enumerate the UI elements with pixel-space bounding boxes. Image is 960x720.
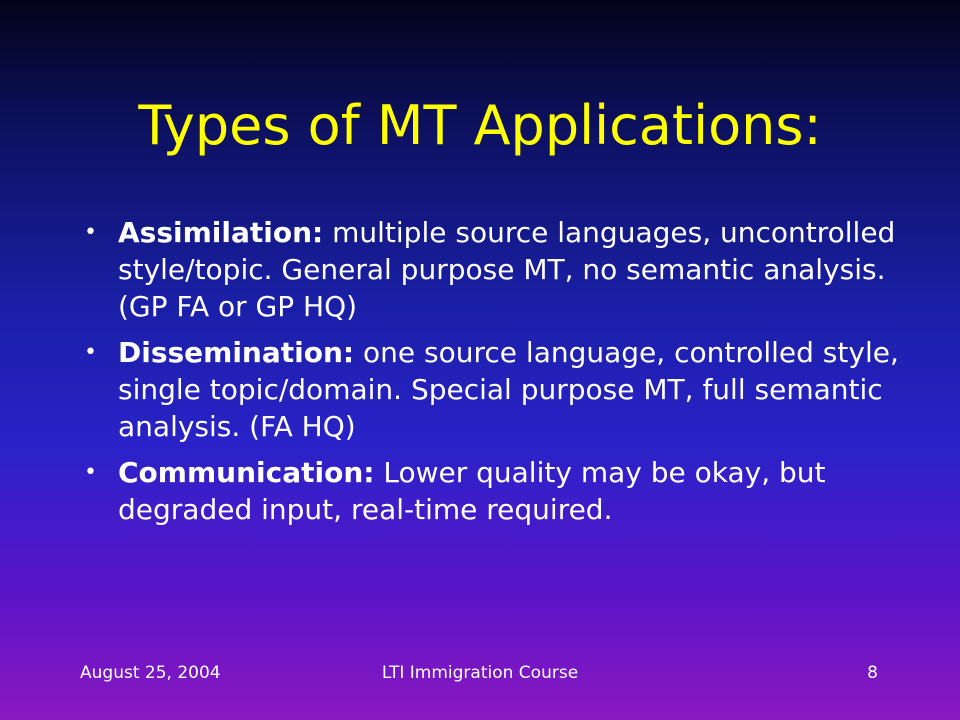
bullet-icon: • xyxy=(84,220,97,245)
bullet-icon: • xyxy=(84,340,97,365)
bullet-item-assimilation xyxy=(84,214,904,325)
footer-page-number: 8 xyxy=(867,663,878,683)
bullet-text: multiple source languages, uncontrolled style/topic. General purpose MT, no semantic analysis. (GP FA or GP HQ) xyxy=(118,216,896,323)
bullet-item-communication xyxy=(84,454,904,528)
bullet-term: Assimilation: xyxy=(118,216,324,249)
bullet-term: Communication: xyxy=(118,456,375,489)
slide-title: Types of MT Applications: xyxy=(138,94,822,157)
bullet-text: one source language, controlled style, single topic/domain. Special purpose MT, full semantic analysis. (FA HQ) xyxy=(118,336,899,443)
bullet-icon: • xyxy=(84,460,97,485)
footer-course-name: LTI Immigration Course xyxy=(381,663,579,683)
footer-date: August 25, 2004 xyxy=(80,663,221,683)
bullet-term: Dissemination: xyxy=(118,336,355,369)
bullet-item-dissemination xyxy=(84,334,904,445)
bullet-text: Lower quality may be okay, but degraded input, real-time required. xyxy=(118,456,826,526)
bullet-list xyxy=(84,214,904,537)
